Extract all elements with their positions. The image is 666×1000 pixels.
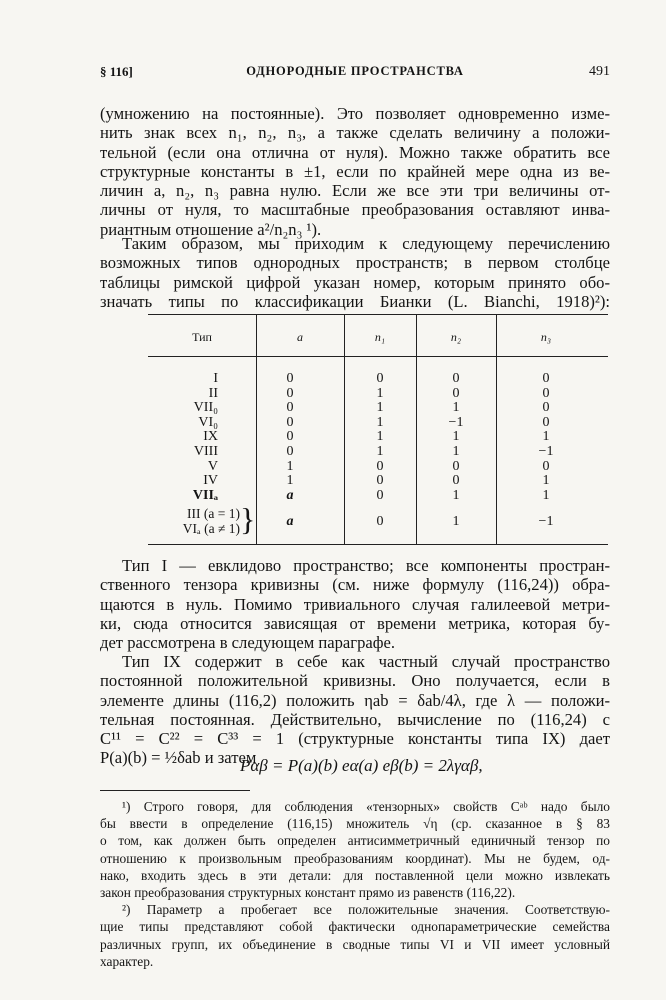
- footnote-line: нако, входить здесь в эти детали: для поставленной цели можно извлекать: [100, 867, 610, 883]
- text-line: постоянной положительной кривизны. Оно получается, если в: [100, 671, 610, 691]
- text-line: Тип I — евклидово пространство; все компоненты простран-: [122, 556, 610, 575]
- n1-cell: 0: [376, 514, 384, 529]
- a-cell: a: [286, 514, 294, 529]
- a-cell: 0: [286, 414, 294, 430]
- header-n3: n₃: [540, 330, 552, 344]
- text-line: щаются в нуль. Помимо тривиального случая галилеевой метри-: [100, 594, 610, 614]
- n3-cell: 1: [542, 429, 550, 445]
- text-line: Тип IX содержит в себе как частный случай пространство: [122, 652, 610, 671]
- footnote-line: характер.: [100, 953, 154, 969]
- table-bottom-rule: [148, 544, 608, 545]
- header-n1: n₁: [374, 330, 386, 344]
- table-top-rule: [148, 314, 608, 315]
- a-cell: 0: [286, 429, 294, 445]
- table-header-rule: [148, 356, 608, 357]
- n3-cell: 0: [542, 400, 550, 416]
- footnote-line: отношению к произвольным преобразованиям координат). Мы не будем, од-: [100, 850, 610, 866]
- n3-cell: 0: [542, 458, 550, 474]
- n1-cell: 1: [376, 400, 384, 416]
- text-line: (умножению на постоянные). Это позволяет одновременно изме-: [100, 104, 610, 123]
- bianchi-table: [148, 314, 608, 544]
- text-line: C¹¹ = C²² = C³³ = 1 (структурные константы типа IX) дает: [100, 729, 610, 749]
- n3-cell: 1: [542, 473, 550, 489]
- n2-cell: 0: [452, 371, 460, 386]
- n1-cell: 1: [376, 443, 384, 459]
- brace-icon: }: [240, 501, 256, 537]
- n2-cell: −1: [448, 414, 464, 430]
- paragraph-2: [100, 234, 610, 311]
- type-cell: VIₐ (a ≠ 1): [182, 521, 240, 536]
- text-line: P(a)(b) = ½δab и затем: [100, 748, 257, 768]
- footnotes: [100, 798, 610, 970]
- n3-cell: 0: [542, 385, 550, 401]
- type-cell: I: [213, 371, 218, 386]
- n3-cell: −1: [538, 443, 554, 459]
- running-header: [100, 64, 610, 84]
- text-line: значать типы по классификации Бианки (L. Bianchi, 1918)²):: [100, 291, 610, 311]
- type-cell: VI₀: [198, 414, 218, 430]
- text-line: риантным отношение a²/n₂n₃ ¹).: [100, 219, 322, 239]
- header-n2: n₂: [450, 330, 462, 344]
- n3-column: [496, 372, 596, 503]
- n1-cell: 0: [376, 458, 384, 474]
- a-column: [256, 372, 324, 503]
- type-cell: IX: [203, 429, 218, 445]
- footnote-rule: [100, 790, 250, 791]
- formula: Pαβ = P(a)(b) eα(a) eβ(b) = 2λγαβ,: [240, 756, 483, 775]
- n2-cell: 0: [452, 473, 460, 489]
- type-column: [148, 372, 256, 503]
- n1-cell: 1: [376, 385, 384, 401]
- text-line: ки, сюда относится зависящая от времени метрика, которая бу-: [100, 613, 610, 633]
- footnote-line: ¹) Строго говоря, для соблюдения «тензорных» свойств Cᵃᵇ надо было: [122, 799, 610, 814]
- page-number: 491: [589, 64, 610, 79]
- paragraph-3: [100, 556, 610, 652]
- n2-cell: 0: [452, 385, 460, 401]
- n2-cell: 1: [452, 400, 460, 416]
- text-line: элементе длины (116,2) положить ηab = δab/4λ, где λ — положи-: [100, 690, 610, 710]
- n1-cell: 1: [376, 429, 384, 445]
- a-cell: 0: [286, 443, 294, 459]
- n1-cell: 1: [376, 414, 384, 430]
- footnote-line: ²) Параметр a пробегает все положительные значения. Соответствую-: [122, 902, 610, 918]
- text-line: тельной (если она отлична от нуля). Можно также обратить все: [100, 142, 610, 162]
- n2-cell: 1: [452, 443, 460, 459]
- a-cell: 0: [286, 400, 294, 416]
- combined-types: [148, 506, 240, 536]
- text-line: тельная постоянная. Действительно, вычисление по (116,24) с: [100, 709, 610, 729]
- n2-column: [416, 372, 496, 503]
- n1-column: [344, 372, 416, 503]
- a-cell: 0: [286, 371, 294, 386]
- type-cell: V: [207, 458, 218, 474]
- header-a: a: [297, 330, 303, 344]
- n1-cell: 0: [376, 371, 384, 386]
- text-line: личин a, n₂, n₃ равна нулю. Если же все эти три величины от-: [100, 181, 610, 201]
- footnote-line: различных групп, их объединение в сводные типы VI и VII имеет условный: [100, 936, 610, 952]
- n2-cell: 1: [452, 487, 460, 503]
- text-line: возможных типов однородных пространств; в первом столбце: [100, 253, 610, 273]
- a-cell: a: [286, 487, 294, 503]
- n3-cell: −1: [538, 514, 554, 529]
- type-cell: IV: [203, 473, 218, 489]
- type-cell: VII₀: [193, 400, 218, 416]
- n3-cell: 0: [542, 414, 550, 430]
- type-cell: VIIₐ: [192, 487, 218, 503]
- a-cell: 0: [286, 385, 294, 401]
- n2-cell: 1: [452, 514, 460, 529]
- paragraph-4: [100, 652, 610, 768]
- text-line: Таким образом, мы приходим к следующему перечислению: [122, 234, 610, 253]
- a-cell: 1: [286, 458, 294, 474]
- n3-cell: 0: [542, 371, 550, 386]
- footnote-line: о том, как должен быть определен антисимметричный единичный тензор по: [100, 833, 610, 849]
- footnote-line: бы ввести в определение (116,15) множитель √η (ср. сказанное в § 83: [100, 816, 610, 832]
- footnote-line: щие типы представляют собой фактически однопараметрические семейства: [100, 919, 610, 935]
- text-line: ственного тензора кривизны (см. ниже формулу (116,24)) обра-: [100, 575, 610, 595]
- text-line: таблицы римской цифрой указан номер, которым принято обо-: [100, 272, 610, 292]
- type-cell: III (a = 1): [187, 506, 240, 521]
- n3-cell: 1: [542, 487, 550, 503]
- text-line: дет рассмотрена в следующем параграфе.: [100, 633, 396, 653]
- text-line: структурные константы в ±1, если по крайней мере одна из ве-: [100, 161, 610, 181]
- type-cell: VIII: [193, 443, 218, 459]
- a-cell: 1: [286, 473, 294, 489]
- n2-cell: 0: [452, 458, 460, 474]
- text-line: нить знак всех n₁, n₂, n₃, а также сделать величину a положи-: [100, 123, 610, 143]
- header-type: Тип: [192, 330, 212, 344]
- type-cell: II: [208, 385, 218, 401]
- paragraph-1: [100, 104, 610, 239]
- footnote-line: закон преобразования структурных констант прямо из равенств (116,22).: [100, 884, 516, 900]
- n1-cell: 0: [376, 487, 384, 503]
- text-line: личны от нуля, то масштабные преобразования оставляют инва-: [100, 200, 610, 220]
- running-title: ОДНОРОДНЫЕ ПРОСТРАНСТВА: [246, 64, 464, 78]
- section-ref: § 116]: [100, 64, 133, 79]
- n2-cell: 1: [452, 429, 460, 445]
- n1-cell: 0: [376, 473, 384, 489]
